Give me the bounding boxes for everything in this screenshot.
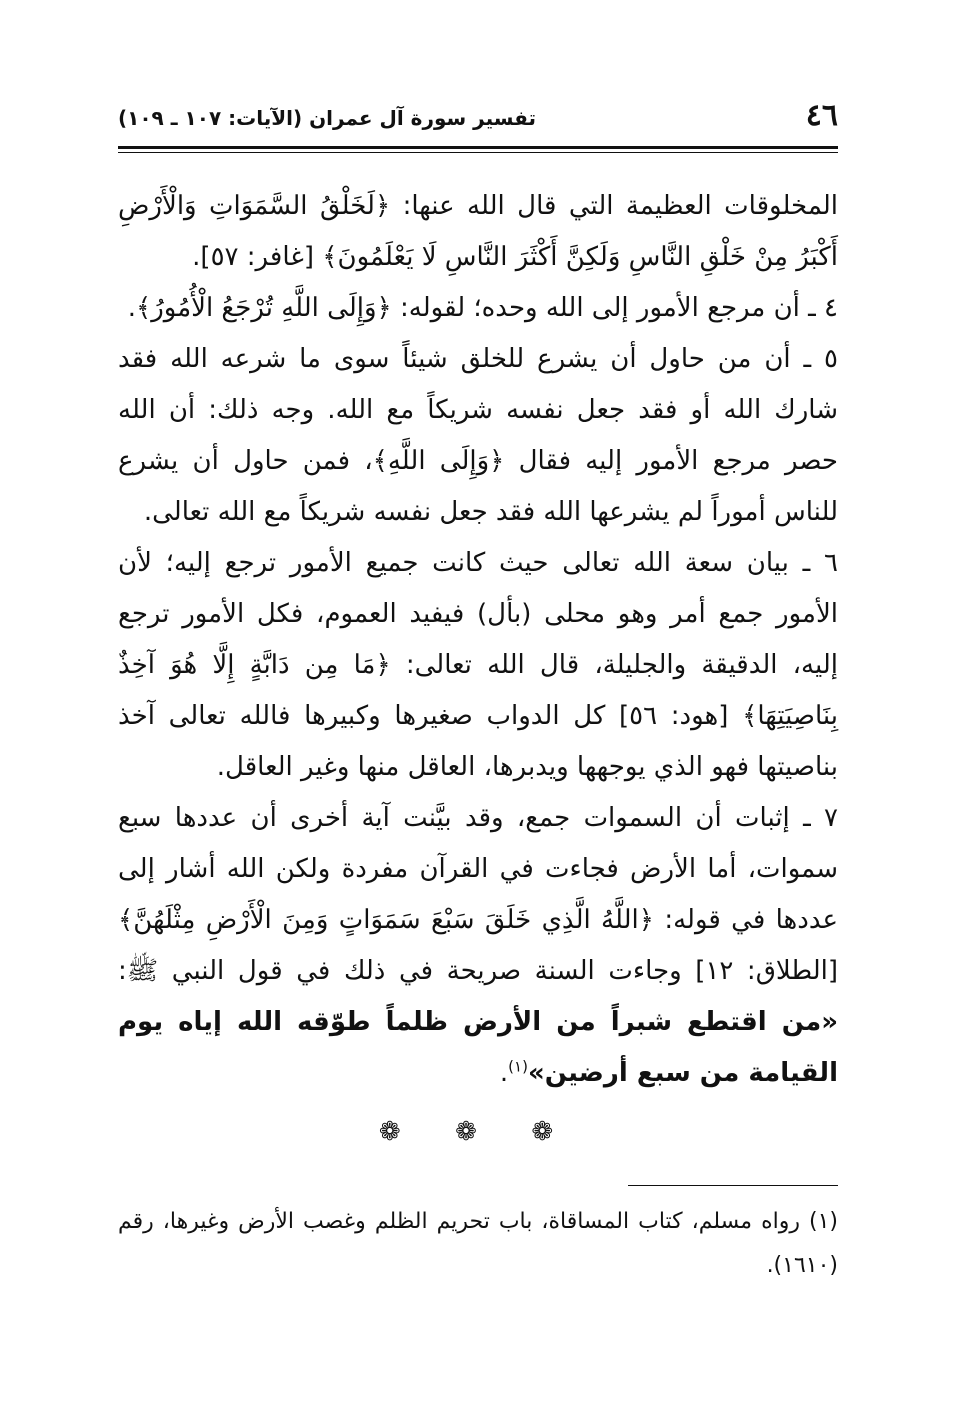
paragraph-text: ، فمن حاول أن يشرع للناس أموراً لم يشرعها الله فقد جعل نفسه شريكاً مع الله تعالى. — [118, 446, 838, 527]
paragraph-text: [غافر: ٥٧]. — [192, 242, 323, 272]
quran-quote: ﴿اللَّهُ الَّذِي خَلَقَ سَبْعَ سَمَوَاتٍ وَمِنَ الْأَرْضِ مِثْلَهُنَّ﴾ — [118, 905, 654, 935]
paragraph-point-4 — [118, 283, 838, 334]
page-header — [118, 96, 838, 140]
page-number: ٤٦ — [805, 98, 838, 133]
hadith-quote: «من اقتطع شبراً من الأرض ظلماً طوّقه الله إياه يوم القيامة من سبع أرضين» — [118, 1007, 838, 1088]
paragraph-text: . — [127, 293, 136, 323]
paragraph-1 — [118, 181, 838, 283]
footnote-rule — [628, 1185, 838, 1186]
paragraph-text: المخلوقات العظيمة التي قال الله عنها: — [390, 191, 839, 221]
paragraph-text: ٦ ـ بيان سعة الله تعالى حيث كانت جميع الأمور ترجع إليه؛ لأن الأمور جمع أمر وهو محلى (بأل) فيفيد العموم، فكل الأمور ترجع إليه، الدقيقة والجليلة، قال الله تعالى: — [118, 548, 838, 680]
footnote-number: (١) — [808, 1209, 838, 1234]
paragraph-text: [هود: ٥٦] كل الدواب صغيرها وكبيرها فالله تعالى آخذ بناصيتها فهو الذي يوجهها ويدبرها، العاقل منها وغير العاقل. — [118, 701, 838, 782]
section-separator-stars: ❁ ❁ ❁ — [378, 1117, 578, 1146]
paragraph-text: . — [499, 1058, 509, 1088]
paragraph-point-7 — [118, 793, 838, 1099]
quran-quote: ﴿وَإِلَى اللَّهِ﴾ — [372, 446, 505, 476]
header-rule-thin — [118, 152, 838, 153]
paragraph-point-5 — [118, 334, 838, 538]
footnote-reference[interactable]: (١) — [508, 1057, 528, 1076]
running-head: تفسير سورة آل عمران (الآيات: ١٠٧ ـ ١٠٩) — [118, 106, 537, 130]
paragraph-text: ٤ ـ أن مرجع الأمور إلى الله وحده؛ لقوله: — [391, 293, 838, 323]
paragraph-text: ٧ ـ إثبات أن السموات جمع، وقد بيَّنت آية أخرى أن عددها سبع سموات، أما الأرض فجاءت في القرآن مفردة ولكن الله أشار إلى عددها في قوله: — [118, 803, 838, 935]
quran-quote: ﴿لَخَلْقُ السَّمَوَاتِ وَالْأَرْضِ أَكْبَرُ مِنْ خَلْقِ النَّاسِ وَلَكِنَّ أَكْثَرَ النَّاسِ لَا يَعْلَمُونَ﴾ — [118, 191, 838, 272]
footnote-text: رواه مسلم، كتاب المساقاة، باب تحريم الظلم وغصب الأرض وغيرها، رقم (١٦١٠). — [118, 1209, 838, 1278]
quran-quote: ﴿مَا مِن دَابَّةٍ إِلَّا هُوَ آخِذٌ بِنَاصِيَتِهَا﴾ — [118, 650, 839, 731]
book-page — [118, 96, 838, 1326]
quran-quote: ﴿وَإِلَى اللَّهِ تُرْجَعُ الْأُمُورُ﴾ — [135, 293, 392, 323]
paragraph-point-6 — [118, 538, 838, 793]
footnote — [118, 1200, 838, 1288]
paragraph-text: [الطلاق: ١٢] وجاءت السنة صريحة في ذلك في قول النبي ﷺ: — [118, 956, 838, 986]
header-rule-thick — [118, 146, 838, 149]
paragraph-text: ٥ ـ أن من حاول أن يشرع للخلق شيئاً سوى ما شرعه الله فقد شارك الله أو فقد جعل نفسه شريكاً مع الله. وجه ذلك: أن الله حصر مرجع الأمور إليه فقال — [118, 344, 838, 476]
body-text — [118, 181, 838, 1099]
